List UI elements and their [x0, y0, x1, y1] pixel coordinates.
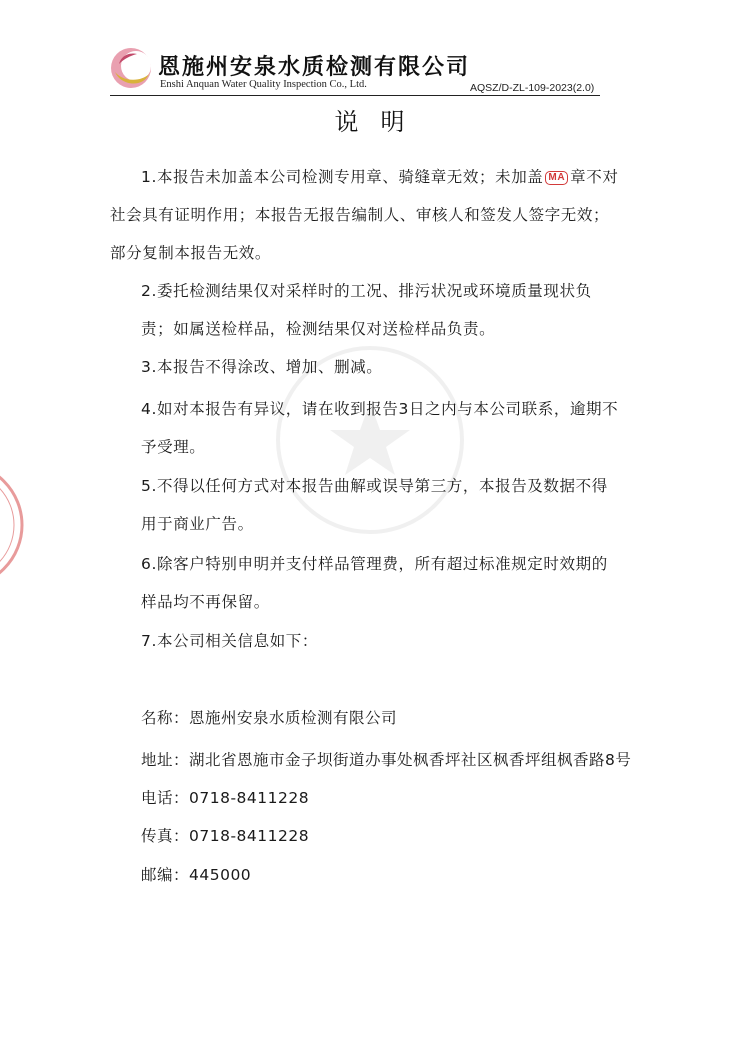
company-info-name: 名称：恩施州安泉水质检测有限公司: [141, 709, 398, 727]
company-info-fax: 传真：0718-8411228: [141, 827, 310, 845]
note-paragraph-7: [110, 622, 622, 660]
note-3-text: 3.本报告不得涂改、增加、删减。: [141, 358, 383, 376]
company-logo-icon: [109, 46, 153, 90]
note-paragraph-1: [110, 158, 622, 272]
header-divider: [110, 95, 600, 96]
note-7-text: 7.本公司相关信息如下：: [141, 632, 318, 650]
company-info-address: 地址：湖北省恩施市金子坝街道办事处枫香坪社区枫香坪组枫香路8号: [141, 751, 632, 769]
company-info-phone: 电话：0718-8411228: [141, 789, 310, 807]
note-paragraph-5: [110, 467, 622, 543]
company-name-en: Enshi Anquan Water Quality Inspection Co., Ltd.: [160, 79, 367, 90]
note-paragraph-4: [110, 390, 622, 466]
note-2-text: 2.委托检测结果仅对采样时的工况、排污状况或环境质量现状负责；如属送检样品，检测结果仅对送检样品负责。: [141, 282, 592, 338]
note-4-text: 4.如对本报告有异议，请在收到报告3日之内与本公司联系，逾期不予受理。: [141, 400, 619, 456]
seam-seal-icon: [0, 460, 32, 590]
note-paragraph-2: [110, 272, 622, 348]
note-1-text-before: 1.本报告未加盖本公司检测专用章、骑缝章无效；未加盖: [141, 168, 544, 186]
note-paragraph-3: [110, 348, 622, 386]
ma-certification-mark: MA: [545, 171, 568, 185]
company-name-cn: 恩施州安泉水质检测有限公司: [158, 54, 471, 80]
note-5-text: 5.不得以任何方式对本报告曲解或误导第三方，本报告及数据不得用于商业广告。: [141, 477, 608, 533]
note-6-text: 6.除客户特别申明并支付样品管理费，所有超过标准规定时效期的样品均不再保留。: [141, 555, 608, 611]
document-code: AQSZ/D-ZL-109-2023(2.0): [470, 82, 595, 94]
note-paragraph-6: [110, 545, 622, 621]
note-1-text-after: 章不对社会具有证明作用；本报告无报告编制人、审核人和签发人签字无效；部分复制本报告无效。: [110, 168, 619, 262]
page-title: 说明: [334, 108, 427, 136]
company-info-postcode: 邮编：445000: [141, 866, 252, 884]
